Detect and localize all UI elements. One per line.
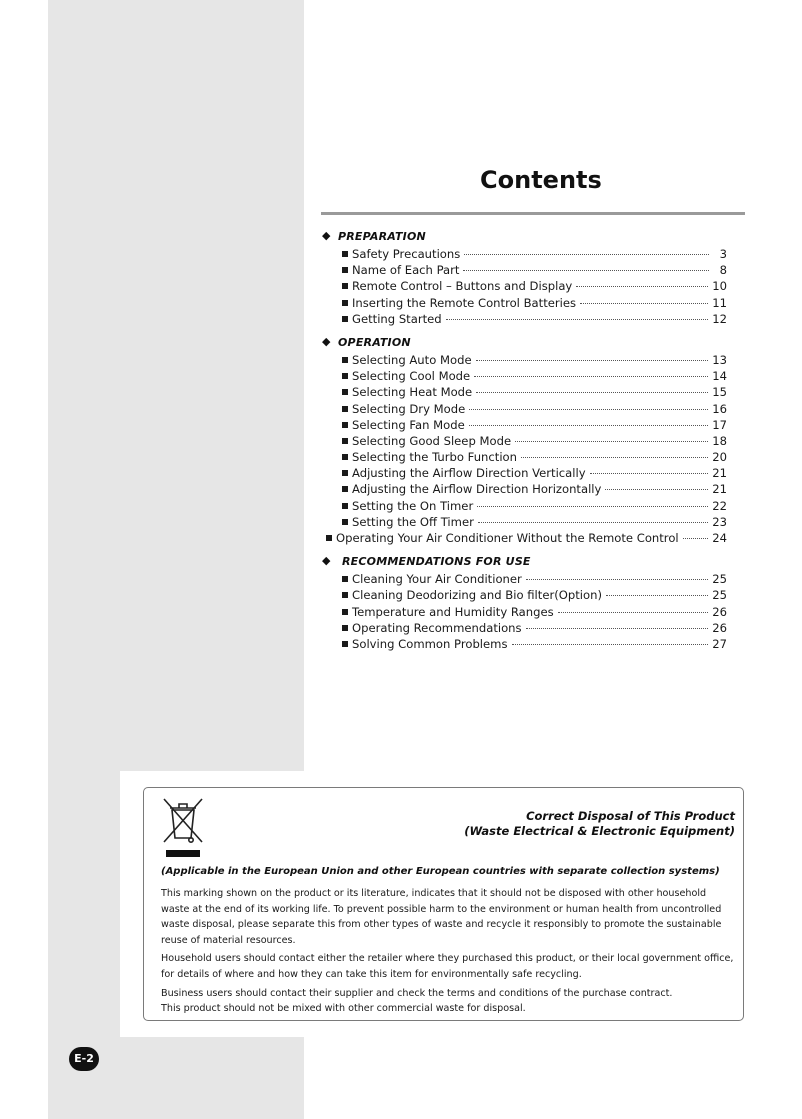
square-bullet-icon [342, 300, 348, 306]
disposal-subtitle: (Applicable in the European Union and other European countries with separate collection systems) [161, 866, 720, 877]
title-rule [321, 212, 745, 215]
square-bullet-icon [342, 609, 348, 615]
toc-item[interactable]: Safety Precautions 3 [322, 246, 727, 262]
disposal-paragraph: Business users should contact their supplier and check the terms and conditions of the purchase contract. This product should not be mixed with other commercial waste for disposal. [161, 987, 673, 1015]
toc-item[interactable]: Getting Started 12 [322, 311, 727, 327]
toc-item[interactable]: Selecting Fan Mode 17 [322, 417, 727, 433]
toc-item[interactable]: Inserting the Remote Control Batteries 11 [322, 295, 727, 311]
toc-item[interactable]: Adjusting the Airflow Direction Horizontally 21 [322, 481, 727, 497]
square-bullet-icon [342, 470, 348, 476]
square-bullet-icon [342, 438, 348, 444]
square-bullet-icon [342, 641, 348, 647]
page-number-badge: E-2 [69, 1047, 99, 1071]
square-bullet-icon [342, 422, 348, 428]
toc-item[interactable]: Cleaning Deodorizing and Bio filter(Option) 25 [322, 587, 727, 603]
section-heading-preparation: ◆ PREPARATION [322, 229, 426, 243]
toc-item[interactable]: Selecting Heat Mode 15 [322, 384, 727, 400]
section-heading-operation: ◆ OPERATION [322, 334, 411, 349]
toc-item[interactable]: Temperature and Humidity Ranges 26 [322, 604, 727, 620]
toc-item[interactable]: Selecting Dry Mode 16 [322, 401, 727, 417]
square-bullet-icon [342, 373, 348, 379]
toc-item[interactable]: Setting the Off Timer 23 [322, 514, 727, 530]
toc-item[interactable]: Setting the On Timer 22 [322, 498, 727, 514]
square-bullet-icon [342, 251, 348, 257]
square-bullet-icon [342, 592, 348, 598]
square-bullet-icon [342, 519, 348, 525]
table-of-contents [322, 228, 727, 652]
black-bar-symbol [166, 850, 200, 857]
crossed-wheelie-bin-icon [160, 796, 206, 846]
disposal-body [161, 886, 736, 1017]
toc-item[interactable]: Adjusting the Airflow Direction Vertically 21 [322, 465, 727, 481]
toc-item[interactable]: Selecting Auto Mode 13 [322, 352, 727, 368]
square-bullet-icon [342, 389, 348, 395]
square-bullet-icon [342, 576, 348, 582]
diamond-icon: ◆ [322, 229, 331, 242]
page-title: Contents [480, 166, 602, 194]
toc-item[interactable]: Operating Recommendations 26 [322, 620, 727, 636]
square-bullet-icon [342, 454, 348, 460]
square-bullet-icon [342, 316, 348, 322]
toc-item[interactable]: Cleaning Your Air Conditioner 25 [322, 571, 727, 587]
square-bullet-icon [342, 283, 348, 289]
disposal-title: Correct Disposal of This Product (Waste Electrical & Electronic Equipment) [464, 809, 735, 838]
toc-item-extra[interactable]: Operating Your Air Conditioner Without the Remote Control 24 [322, 530, 727, 546]
diamond-icon: ◆ [322, 334, 331, 348]
square-bullet-icon [342, 267, 348, 273]
square-bullet-icon [342, 406, 348, 412]
diamond-icon: ◆ [322, 554, 331, 568]
disposal-paragraph: This marking shown on the product or its literature, indicates that it should not be disposed with other household waste at the end of its working life. To prevent possible harm to the environment or human health from uncontrolled waste disposal, please separate this from other types of waste and recycle it responsibly to promote the sustainable reuse of material resources. [161, 888, 722, 946]
disposal-paragraph: Household users should contact either the retailer where they purchased this product, or their local government office, for details of where and how they can take this item for environmentally safe recycling. [161, 953, 734, 980]
square-bullet-icon [342, 357, 348, 363]
weee-disposal-box [143, 787, 744, 1021]
square-bullet-icon [342, 486, 348, 492]
toc-item[interactable]: Name of Each Part 8 [322, 262, 727, 278]
square-bullet-icon [342, 625, 348, 631]
toc-item[interactable]: Selecting the Turbo Function 20 [322, 449, 727, 465]
toc-item[interactable]: Remote Control – Buttons and Display 10 [322, 278, 727, 294]
square-bullet-icon [342, 503, 348, 509]
toc-item[interactable]: Selecting Cool Mode 14 [322, 368, 727, 384]
section-heading-recommendations: ◆ RECOMMENDATIONS FOR USE [322, 554, 531, 569]
toc-item[interactable]: Solving Common Problems 27 [322, 636, 727, 652]
square-bullet-icon [326, 535, 332, 541]
toc-item[interactable]: Selecting Good Sleep Mode 18 [322, 433, 727, 449]
